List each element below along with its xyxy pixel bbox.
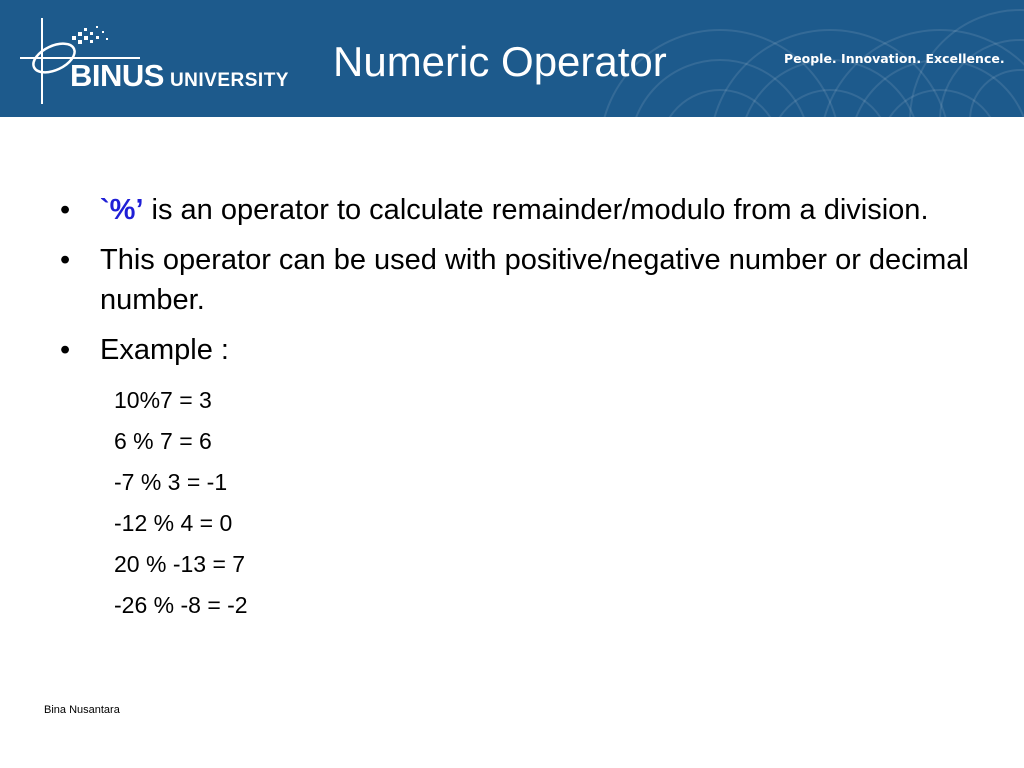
bullet-marker: • bbox=[60, 244, 71, 276]
bullet-item bbox=[60, 330, 980, 370]
example-line: 6 % 7 = 6 bbox=[114, 428, 212, 454]
binus-logo bbox=[20, 18, 300, 104]
bullet-marker: • bbox=[60, 334, 71, 366]
logo-university-text: UNIVERSITY bbox=[169, 70, 289, 91]
slide-content bbox=[60, 190, 980, 626]
page-title: Numeric Operator bbox=[333, 38, 667, 85]
header-band bbox=[0, 0, 1024, 117]
example-list bbox=[60, 380, 980, 626]
operator-highlight: `%’ bbox=[100, 194, 144, 226]
example-line: -12 % 4 = 0 bbox=[114, 510, 233, 536]
example-line: -7 % 3 = -1 bbox=[114, 469, 228, 495]
bullet-text: is an operator to calculate remainder/modulo from a division. bbox=[143, 194, 929, 226]
bullet-marker: • bbox=[60, 194, 71, 226]
bullet-text: Example : bbox=[100, 334, 229, 366]
footer-text: Bina Nusantara bbox=[44, 704, 120, 716]
example-line: 20 % -13 = 7 bbox=[114, 551, 246, 577]
example-line: 10%7 = 3 bbox=[114, 387, 212, 413]
bullet-text: This operator can be used with positive/negative number or decimal number. bbox=[100, 244, 969, 316]
bullet-item bbox=[60, 190, 980, 230]
bullet-item bbox=[60, 240, 980, 320]
logo-wordmark bbox=[70, 58, 289, 94]
logo-binus-text: BINUS bbox=[70, 58, 164, 93]
tagline: People. Innovation. Excellence. bbox=[784, 51, 1005, 66]
example-line: -26 % -8 = -2 bbox=[114, 592, 248, 618]
